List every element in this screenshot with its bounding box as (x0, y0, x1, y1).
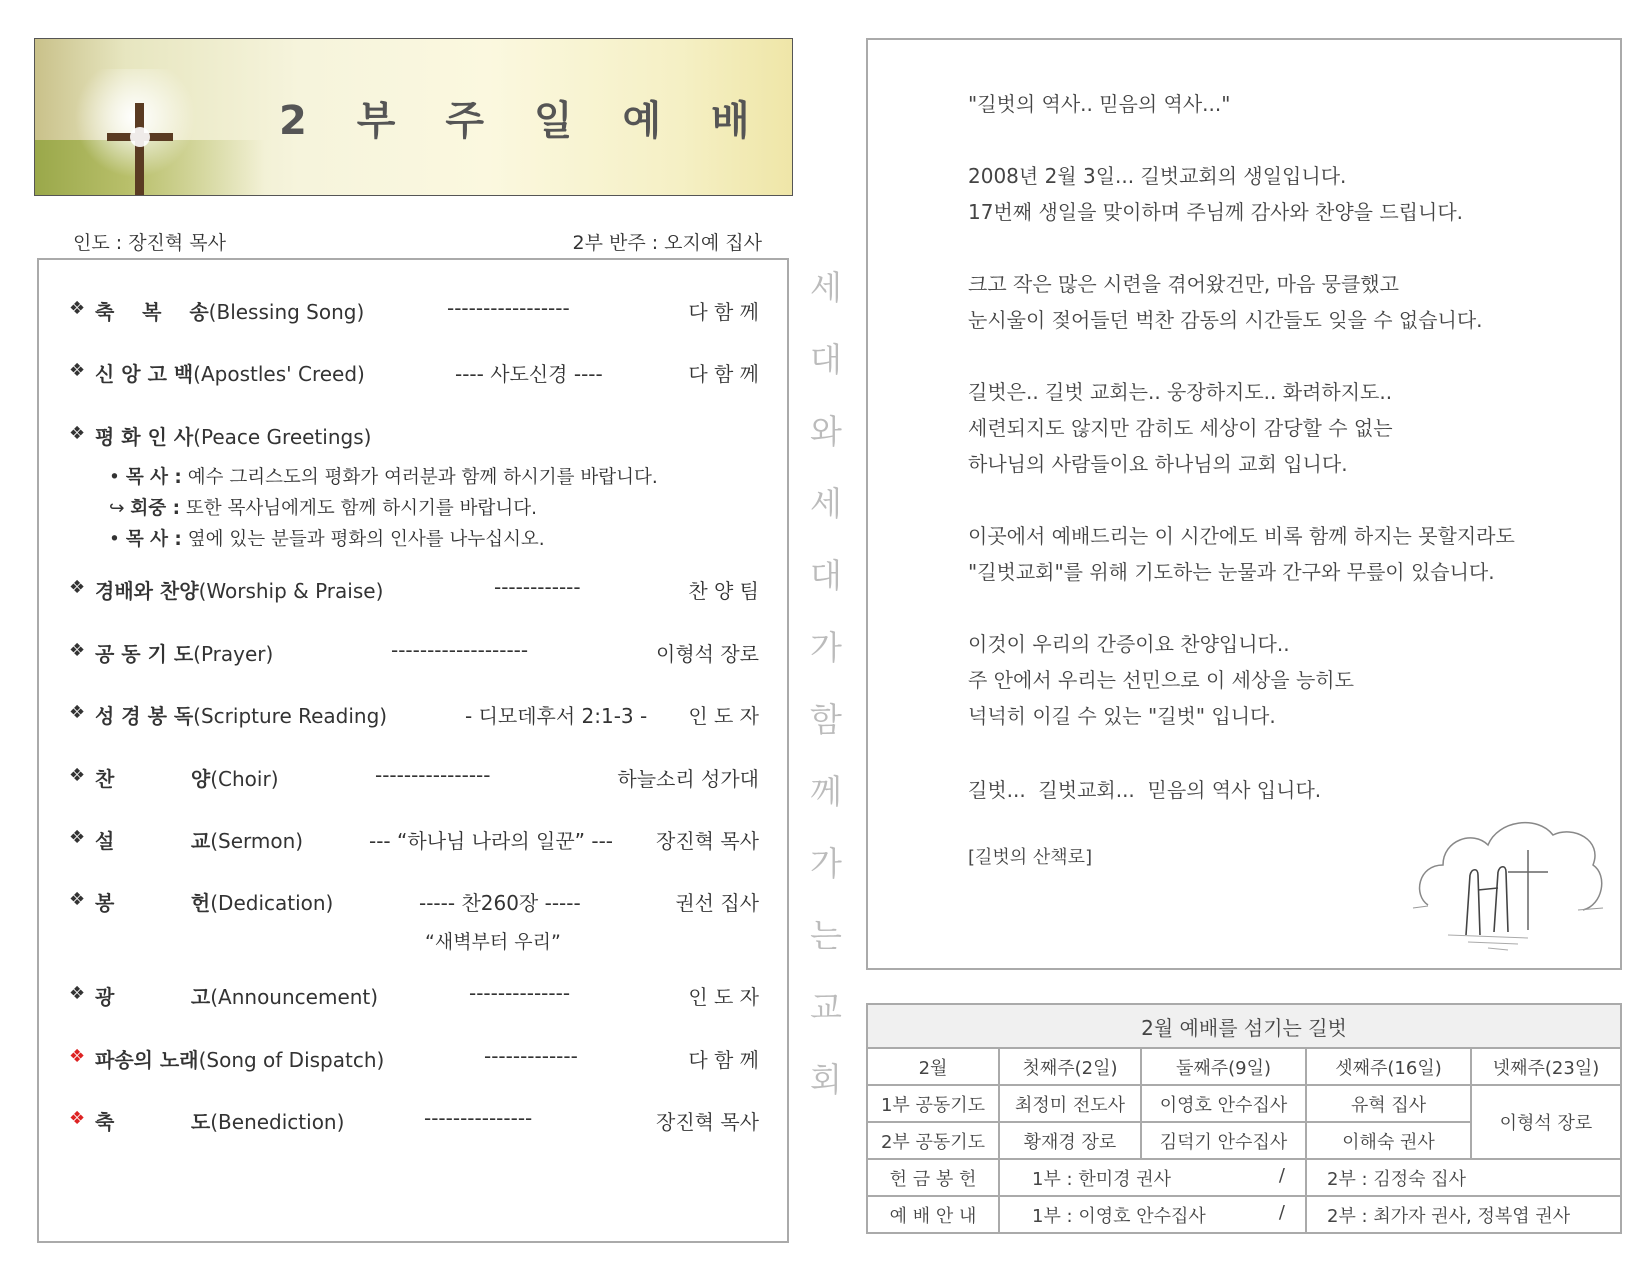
letter-line: 17번째 생일을 맞이하며 주님께 감사와 찬양을 드립니다. (968, 200, 1463, 224)
item-detail: ---- 사도신경 ---- (455, 362, 603, 386)
item-title: 성 경 봉 독 (95, 704, 194, 728)
item-english: (Dedication) (210, 891, 334, 915)
slogan-char: 세 (810, 268, 842, 307)
diamond-bullet-icon: ❖ (69, 360, 86, 381)
table-cell: 이형석 장로 (1471, 1085, 1621, 1159)
item-title: 축 도 (95, 1110, 211, 1134)
item-person: 인 도 자 (688, 985, 759, 1009)
item-english: (Benediction) (210, 1110, 345, 1134)
list-item (69, 358, 759, 388)
table-cell: 1부 공동기도 (867, 1085, 999, 1122)
separator: / (1278, 1201, 1285, 1223)
item-title: 축 복 송 (95, 300, 209, 324)
list-item (69, 296, 759, 326)
item-title: 광 고 (95, 985, 211, 1009)
item-title: 봉 헌 (95, 891, 211, 915)
diamond-bullet-icon: ❖ (69, 577, 86, 598)
table-cell: 이해숙 권사 (1306, 1122, 1471, 1159)
list-item (69, 638, 759, 668)
item-english: (Scripture Reading) (193, 704, 388, 728)
item-person: 권선 집사 (675, 891, 759, 915)
letter-line: 눈시울이 젖어들던 벅찬 감동의 시간들도 잊을 수 없습니다. (968, 308, 1483, 332)
item-english: (Apostles' Creed) (193, 362, 365, 386)
diamond-bullet-icon: ❖ (69, 983, 86, 1004)
list-item (69, 981, 759, 1011)
table-cell: 유혁 집사 (1306, 1085, 1471, 1122)
table-header: 둘째주(9일) (1141, 1048, 1306, 1085)
slogan-char: 가 (810, 844, 842, 883)
slogan-char: 는 (810, 916, 842, 955)
item-english: (Sermon) (210, 829, 304, 853)
slogan-char: 와 (810, 412, 842, 451)
item-detail: ------------------- (391, 638, 529, 662)
item-title: 찬 양 (95, 767, 211, 791)
diamond-bullet-icon: ❖ (69, 298, 86, 319)
item-detail: --- “하나님 나라의 일꾼” --- (369, 829, 614, 853)
item-person: 인 도 자 (688, 704, 759, 728)
red-diamond-bullet-icon: ❖ (69, 1046, 86, 1067)
item-english: (Worship & Praise) (198, 579, 384, 603)
peace-line (109, 463, 658, 489)
speaker-label: 목 사 : (125, 529, 182, 550)
item-title: 경배와 찬양 (95, 579, 199, 603)
letter-line: 길벗은.. 길벗 교회는.. 웅장하지도.. 화려하지도.. (968, 380, 1393, 404)
table-header: 첫째주(2일) (999, 1048, 1141, 1085)
item-detail: ----- 찬260장 ----- (419, 891, 581, 915)
letter-line: "길벗교회"를 위해 기도하는 눈물과 간구와 무릎이 있습니다. (968, 560, 1495, 584)
item-detail: --------------- (424, 1106, 533, 1130)
item-person: 이형석 장로 (656, 642, 759, 666)
list-item (69, 763, 759, 793)
list-item (69, 825, 759, 855)
peace-line (109, 494, 537, 520)
guide-second: 2부 : 최가자 권사, 정복엽 권사 (1306, 1196, 1621, 1233)
offering-first: 1부 : 한미경 권사 (1032, 1168, 1172, 1190)
peace-text: 예수 그리스도의 평화가 여러분과 함께 하시기를 바랍니다. (181, 467, 658, 488)
letter-line: 2008년 2월 3일... 길벗교회의 생일입니다. (968, 164, 1347, 188)
table-cell: 황재경 장로 (999, 1122, 1141, 1159)
item-english: (Song of Dispatch) (198, 1048, 385, 1072)
diamond-bullet-icon: ❖ (69, 640, 86, 661)
red-diamond-bullet-icon: ❖ (69, 1108, 86, 1129)
service-banner (34, 38, 793, 196)
item-person: 다 함 께 (688, 362, 759, 386)
item-person: 장진혁 목사 (656, 829, 759, 853)
slogan-char: 대 (810, 556, 842, 595)
speaker-label: 회중 : (130, 498, 180, 519)
peace-text: 또한 목사님에게도 함께 하시기를 바랍니다. (180, 498, 537, 519)
item-person: 장진혁 목사 (656, 1110, 759, 1134)
slogan-char: 교 (810, 988, 842, 1027)
table-row (867, 1196, 1621, 1233)
letter-source: [길벗의 산책로] (968, 847, 1093, 868)
speaker-label: 목 사 : (125, 467, 182, 488)
item-english: (Blessing Song) (208, 300, 365, 324)
table-header: 셋째주(16일) (1306, 1048, 1471, 1085)
letter-line: 넉넉히 이길 수 있는 "길벗" 입니다. (968, 704, 1276, 728)
accompanist-text: 2부 반주 : 오지예 집사 (572, 232, 762, 254)
table-cell: 최정미 전도사 (999, 1085, 1141, 1122)
separator: / (1278, 1164, 1285, 1186)
table-header: 넷째주(23일) (1471, 1048, 1621, 1085)
peace-line (109, 525, 545, 551)
hymn-title: “새벽부터 우리” (425, 931, 561, 953)
slogan-char: 가 (810, 628, 842, 667)
february-service-table (866, 1003, 1622, 1234)
slogan-char: 회 (810, 1060, 842, 1099)
item-english: (Announcement) (210, 985, 379, 1009)
item-title: 공 동 기 도 (95, 642, 194, 666)
item-english: (Prayer) (193, 642, 274, 666)
cross-icon (105, 103, 175, 196)
letter-line: 크고 작은 많은 시련을 겪어왔건만, 마음 뭉클했고 (968, 272, 1399, 296)
page-title: 2 부 주 일 예 배 (279, 98, 768, 144)
item-title: 설 교 (95, 829, 211, 853)
item-person: 찬 양 팀 (688, 579, 759, 603)
item-detail: ------------- (484, 1044, 578, 1068)
list-item (69, 887, 759, 917)
letter-line: 세련되지도 않지만 감히도 세상이 감당할 수 없는 (968, 416, 1393, 440)
diamond-bullet-icon: ❖ (69, 702, 86, 723)
diamond-bullet-icon: ❖ (69, 765, 86, 786)
item-person: 다 함 께 (688, 1048, 759, 1072)
letter-line: 하나님의 사람들이요 하나님의 교회 입니다. (968, 452, 1348, 476)
table-cell: 2부 공동기도 (867, 1122, 999, 1159)
bullet-icon: • (109, 467, 120, 488)
letter-line: 이것이 우리의 간증이요 찬양입니다.. (968, 632, 1290, 656)
item-detail: ------------ (494, 575, 581, 599)
item-detail: ----------------- (447, 296, 570, 320)
letter-line: 주 안에서 우리는 선민으로 이 세상을 능히도 (968, 668, 1354, 692)
bullet-icon: • (109, 529, 120, 550)
item-detail: - 디모데후서 2:1-3 - (465, 704, 648, 728)
item-english: (Peace Greetings) (193, 425, 372, 449)
table-cell: 이영호 안수집사 (1141, 1085, 1306, 1122)
slogan-char: 대 (810, 340, 842, 379)
slogan-char: 함 (810, 700, 842, 739)
guide-first: 1부 : 이영호 안수집사 (1032, 1205, 1206, 1227)
table-cell: 예 배 안 내 (867, 1196, 999, 1233)
item-english: (Choir) (210, 767, 279, 791)
list-item (69, 421, 759, 451)
table-cell (999, 1159, 1306, 1196)
vertical-slogan (808, 268, 844, 1132)
table-row (867, 1085, 1621, 1122)
letter-line: 이곳에서 예배드리는 이 시간에도 비록 함께 하지는 못할지라도 (968, 524, 1515, 548)
item-person: 다 함 께 (688, 300, 759, 324)
peace-text: 옆에 있는 분들과 평화의 인사를 나누십시오. (181, 529, 545, 550)
item-detail: -------------- (469, 981, 571, 1005)
table-cell: 헌 금 봉 헌 (867, 1159, 999, 1196)
item-title: 평 화 인 사 (95, 425, 194, 449)
anniversary-letter (866, 38, 1622, 970)
table-row (867, 1159, 1621, 1196)
list-item (69, 700, 759, 730)
item-title: 신 앙 고 백 (95, 362, 194, 386)
sketch-illustration (1408, 810, 1608, 960)
arrow-icon: ↪ (109, 498, 125, 519)
table-header: 2월 (867, 1048, 999, 1085)
diamond-bullet-icon: ❖ (69, 827, 86, 848)
table-title: 2월 예배를 섬기는 길벗 (867, 1004, 1621, 1048)
offering-second: 2부 : 김정숙 집사 (1306, 1159, 1621, 1196)
diamond-bullet-icon: ❖ (69, 889, 86, 910)
list-item (69, 1106, 759, 1136)
letter-heading: "길벗의 역사.. 믿음의 역사..." (968, 92, 1231, 116)
order-of-worship (37, 258, 789, 1243)
leader-text: 인도 : 장진혁 목사 (73, 232, 226, 254)
item-detail: ---------------- (375, 763, 491, 787)
list-item (69, 575, 759, 605)
slogan-char: 께 (810, 772, 842, 811)
letter-line: 길벗... 길벗교회... 믿음의 역사 입니다. (968, 778, 1322, 802)
table-cell (999, 1196, 1306, 1233)
diamond-bullet-icon: ❖ (69, 423, 86, 444)
item-person: 하늘소리 성가대 (617, 767, 759, 791)
list-item (69, 1044, 759, 1074)
table-cell: 김덕기 안수집사 (1141, 1122, 1306, 1159)
item-title: 파송의 노래 (95, 1048, 199, 1072)
slogan-char: 세 (810, 484, 842, 523)
